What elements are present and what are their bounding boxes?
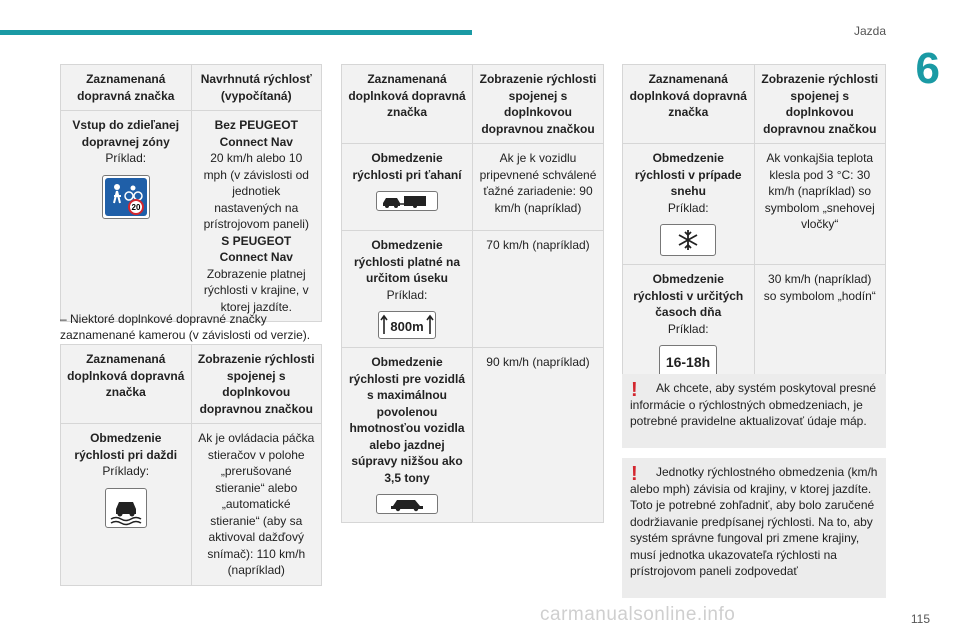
example-label: Príklady: [102,464,150,478]
row-title: Obmedzenie rýchlosti platné na určitom úseku [353,238,461,285]
table-header: Zobrazenie rýchlosti spojenej s doplnkovou dopravnou značkou [191,345,322,424]
table-header: Zobrazenie rýchlosti spojenej s doplnkovou dopravnou značkou [754,65,886,144]
cell-text: Ak je k vozidlu pripevnené schválené ťažné zariadenie: 90 km/h (napríklad) [479,151,597,215]
watermark: carmanualsonline.info [540,604,736,625]
table-row [342,348,604,523]
row-title: Obmedzenie rýchlosti pri ťahaní [352,151,462,182]
cell-text: 90 km/h (napríklad) [486,355,590,369]
table-recognized-signs [60,64,322,322]
cell-text: 70 km/h (napríklad) [486,238,590,252]
cell-text: 30 km/h (napríklad) so symbolom „hodín“ [763,272,876,303]
table-rain [60,344,322,586]
note-text: – Niektoré doplnkové dopravné značky zaznamenané kamerou (v závislosti od verzie). [60,312,311,342]
cell-text: Zobrazenie platnej rýchlosti v krajine, v ktorej jazdíte. [203,266,309,314]
cell-text: Ak je ovládacia páčka stieračov v polohe „prerušované stieranie“ alebo „automatické stieranie“ (aby sa aktivoval dažďový snímač): 110 km/h (napríklad) [198,431,315,577]
warning-box [622,374,886,448]
row-title: Obmedzenie rýchlosti pri daždi [74,431,178,462]
row-title: Obmedzenie rýchlosti v prípade snehu [634,151,742,198]
table-header: Zobrazenie rýchlosti spojenej s doplnkovou dopravnou značkou [473,65,604,144]
towing-sign-icon [376,191,438,211]
table-row [342,231,604,348]
row-title: Vstup do zdieľanej dopravnej zóny [72,118,180,149]
cell-text: Ak vonkajšia teplota klesla pod 3 °C: 30 km/h (napríklad) so symbolom „snehovej vločky“ [764,151,875,231]
table-header: Zaznamenaná doplnková dopravná značka [342,65,473,144]
shared-zone-sign-icon [102,175,150,219]
distance-sign-icon [378,311,436,339]
page-number: 115 [910,612,930,626]
warning-box [622,458,886,598]
cell-bold: Bez PEUGEOT Connect Nav [214,118,298,149]
sign-text: 800m [390,319,424,334]
example-label: Príklad: [667,321,709,336]
sign-text: 20 [131,202,141,212]
section-bar [0,30,472,35]
table-header: Zaznamenaná dopravná značka [61,65,192,111]
table-supplementary [341,64,604,523]
chapter-number: 6 [915,44,940,93]
row-title: Obmedzenie rýchlosti v určitých časoch dňa [633,272,744,319]
row-title: Obmedzenie rýchlosti pre vozidlá s maximálnou povolenou hmotnosťou vozidla alebo jazdnej súpravy nižšou ako 3,5 tony [348,355,466,485]
section-title: Jazda [853,24,886,38]
rain-sign-icon [105,488,147,528]
table-row [623,144,886,265]
table-header: Navrhnutá rýchlosť (vypočítaná) [191,65,322,111]
table-header: Zaznamenaná doplnková dopravná značka [623,65,755,144]
table-row [61,111,322,322]
cell-bold: S PEUGEOT Connect Nav [219,233,293,264]
snowflake-sign-icon [660,224,716,256]
example-label: Príklad: [105,151,147,165]
warning-text: Ak chcete, aby systém poskytoval presné informácie o rýchlostných obmedzeniach, je potrebné pravidelne aktualizovať údaje máp. [630,381,877,428]
table-header: Zaznamenaná doplnková dopravná značka [61,345,192,424]
example-label: Príklad: [386,287,428,302]
example-label: Príklad: [667,200,709,215]
table-row [342,144,604,231]
cell-text: 20 km/h alebo 10 mph (v závislosti od jednotiek nastavených na prístrojovom paneli) [203,151,309,231]
warning-icon: ! [631,379,638,401]
time-sign-icon [659,345,717,377]
warning-text: Jednotky rýchlostného obmedzenia (km/h alebo mph) závisia od krajiny, v ktorej jazdíte. Toto je potrebné zohľadniť, aby bolo zaručené dodržiavanie predpísanej rýchlosti. Na to, aby systém správne fungoval pri zmene krajiny, musí jednotka ukazovateľa rýchlosti na prístrojovom paneli zodpovedať [630,465,878,578]
table-row [623,265,886,386]
table-snow-time [622,64,886,386]
sign-text: 16-18h [666,354,711,370]
warning-icon: ! [631,463,638,485]
table-row [61,424,322,586]
weight-limit-sign-icon [376,494,438,514]
